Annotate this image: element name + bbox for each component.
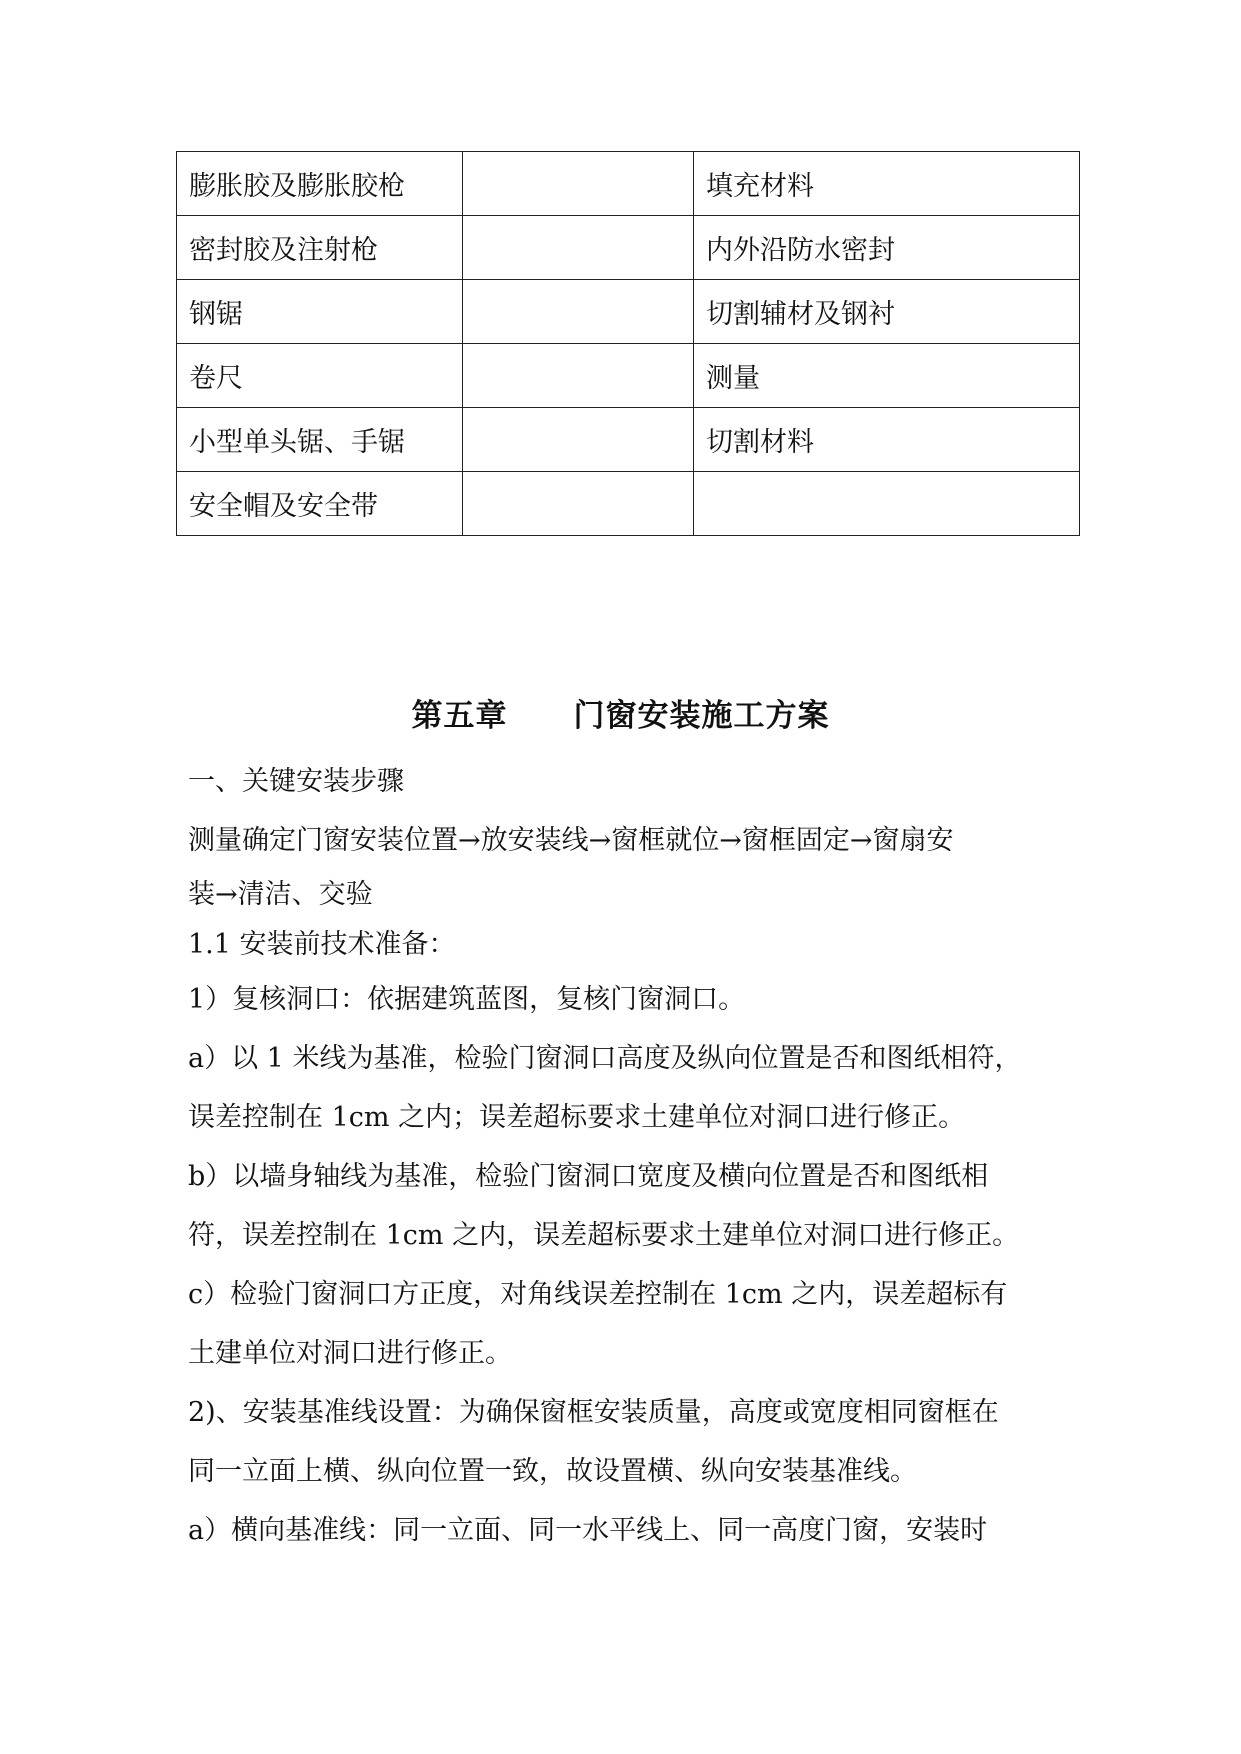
paragraph-line: 土建单位对洞口进行修正。 <box>188 1338 512 1369</box>
tool-spec-cell <box>463 280 694 344</box>
paragraph-line: 2)、安装基准线设置：为确保窗框安装质量，高度或宽度相同窗框在 <box>188 1397 999 1428</box>
tool-spec-cell <box>463 472 694 536</box>
table-row <box>177 216 1080 280</box>
table-row <box>177 280 1080 344</box>
tool-spec-cell <box>463 152 694 216</box>
paragraph-line: 测量确定门窗安装位置→放安装线→窗框就位→窗框固定→窗扇安 <box>188 825 954 856</box>
tool-name-cell: 膨胀胶及膨胀胶枪 <box>177 152 463 216</box>
tool-use-cell <box>694 472 1080 536</box>
tool-name-cell: 密封胶及注射枪 <box>177 216 463 280</box>
table-row <box>177 344 1080 408</box>
tool-use-cell: 填充材料 <box>694 152 1080 216</box>
paragraph-line: b）以墙身轴线为基准，检验门窗洞口宽度及横向位置是否和图纸相 <box>188 1161 989 1192</box>
tool-use-cell: 内外沿防水密封 <box>694 216 1080 280</box>
table-row <box>177 152 1080 216</box>
tool-name-cell: 钢锯 <box>177 280 463 344</box>
chapter-title: 门窗安装施工方案 <box>573 698 830 734</box>
paragraph-line: 1）复核洞口：依据建筑蓝图，复核门窗洞口。 <box>188 984 746 1015</box>
tool-use-cell: 切割辅材及钢衬 <box>694 280 1080 344</box>
table-row <box>177 472 1080 536</box>
paragraph-line: 误差控制在 1cm 之内；误差超标要求土建单位对洞口进行修正。 <box>188 1102 966 1133</box>
subsection-heading: 1.1 安装前技术准备： <box>188 929 456 960</box>
tool-spec-cell <box>463 216 694 280</box>
paragraph-line: 装→清洁、交验 <box>188 879 373 910</box>
paragraph-line: c）检验门窗洞口方正度，对角线误差控制在 1cm 之内，误差超标有 <box>188 1279 1008 1310</box>
tool-name-cell: 安全帽及安全带 <box>177 472 463 536</box>
tools-table <box>176 151 1080 536</box>
tool-spec-cell <box>463 408 694 472</box>
tool-use-cell: 切割材料 <box>694 408 1080 472</box>
paragraph-line: 同一立面上横、纵向位置一致，故设置横、纵向安装基准线。 <box>188 1456 917 1487</box>
tool-name-cell: 卷尺 <box>177 344 463 408</box>
tool-spec-cell <box>463 344 694 408</box>
tool-use-cell: 测量 <box>694 344 1080 408</box>
chapter-number: 第五章 <box>411 698 508 734</box>
section-heading: 一、关键安装步骤 <box>188 766 404 797</box>
body-text <box>188 752 1068 1560</box>
table-row <box>177 408 1080 472</box>
paragraph-line: a）以 1 米线为基准，检验门窗洞口高度及纵向位置是否和图纸相符， <box>188 1043 1022 1074</box>
tool-name-cell: 小型单头锯、手锯 <box>177 408 463 472</box>
chapter-heading <box>0 690 1241 735</box>
paragraph-line: 符，误差控制在 1cm 之内，误差超标要求土建单位对洞口进行修正。 <box>188 1220 1020 1251</box>
paragraph-line: a）横向基准线：同一立面、同一水平线上、同一高度门窗，安装时 <box>188 1515 988 1546</box>
